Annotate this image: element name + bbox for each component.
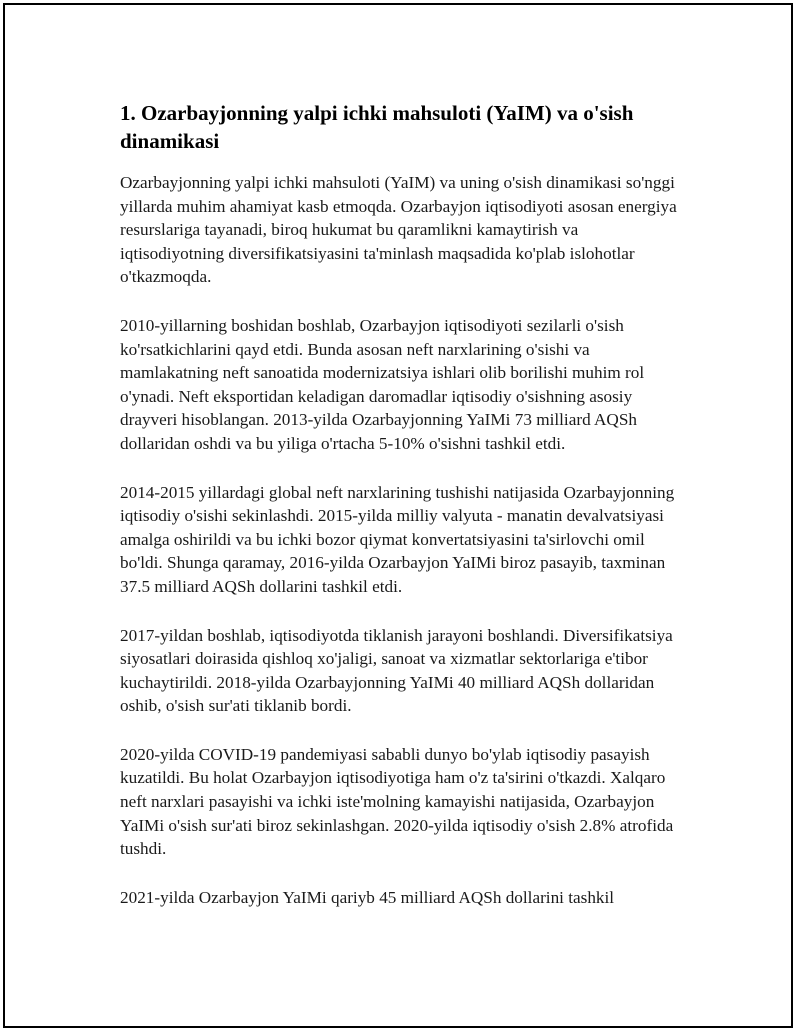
paragraph-intro: Ozarbayjonning yalpi ichki mahsuloti (YaIM) va uning o'sish dinamikasi so'nggi yillarda muhim ahamiyat kasb etmoqda. Ozarbayjon iqtisodiyoti asosan energiya resurslariga tayanadi, biroq hukumat bu qaramlikni kamaytirish va iqtisodiyotning diversifikatsiyasini ta'minlash maqsadida ko'plab islohotlar o'tkazmoqda. [120,173,677,287]
paragraph-2014-2016-slowdown: 2014-2015 yillardagi global neft narxlarining tushishi natijasida Ozarbayjonning iqtisodiy o'sishi sekinlashdi. 2015-yilda milliy valyuta - manatin devalvatsiyasi amalga oshirildi va bu ichki bozor qiymat konvertatsiyasini ta'sirlovchi omil bo'ldi. Shunga qaramay, 2016-yilda Ozarbayjon YaIMi biroz pasayib, taxminan 37.5 milliard AQSh dollarini tashkil etdi. [120,482,675,596]
paragraph-2021: 2021-yilda Ozarbayjon YaIMi qariyb 45 milliard AQSh dollarini tashkil [120,887,615,907]
document-body [120,99,680,934]
paragraph-2017-recovery: 2017-yildan boshlab, iqtisodiyotda tiklanish jarayoni boshlandi. Diversifikatsiya siyosatlari doirasida qishloq xo'jaligi, sanoat va xizmatlar sektorlariga e'tibor kuchaytirildi. 2018-yilda Ozarbayjonning YaIMi 40 milliard AQSh dollaridan oshib, o'sish sur'ati tiklanib bordi. [120,625,673,716]
paragraph-2020-covid: 2020-yilda COVID-19 pandemiyasi sababli dunyo bo'ylab iqtisodiy pasayish kuzatildi. Bu holat Ozarbayjon iqtisodiyotiga ham o'z ta'sirini o'tkazdi. Xalqaro neft narxlari pasayishi va ichki iste'molning kamayishi natijasida, Ozarbayjon YaIMi o'sish sur'ati biroz sekinlashgan. 2020-yilda iqtisodiy o'sish 2.8% atrofida tushdi. [120,744,674,859]
document-page [3,3,793,1028]
paragraph-2010s-growth: 2010-yillarning boshidan boshlab, Ozarbayjon iqtisodiyoti sezilarli o'sish ko'rsatkichlarini qayd etdi. Bunda asosan neft narxlarining o'sishi va mamlakatning neft sanoatida modernizatsiya ishlari olib borilishi muhim rol o'ynadi. Neft eksportidan keladigan daromadlar iqtisodiy o'sishning asosiy drayveri hisoblangan. 2013-yilda Ozarbayjonning YaIMi 73 milliard AQSh dollaridan oshdi va bu yiliga o'rtacha 5-10% o'sishni tashkil etdi. [120,315,645,453]
section-heading: 1. Ozarbayjonning yalpi ichki mahsuloti (YaIM) va o'sish dinamikasi [120,101,634,153]
